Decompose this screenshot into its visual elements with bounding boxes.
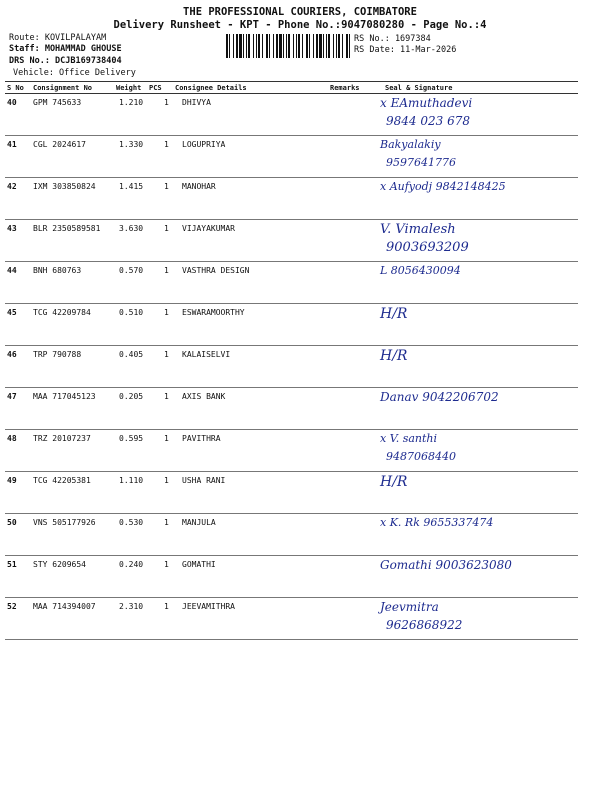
row-weight: 0.510 bbox=[119, 308, 144, 317]
row-consignee: MANOHAR bbox=[182, 182, 216, 191]
row-pcs: 1 bbox=[164, 182, 169, 191]
row-weight: 3.630 bbox=[119, 224, 144, 233]
row-consignment: BLR 2350589581 bbox=[33, 224, 101, 233]
row-divider bbox=[5, 597, 578, 598]
row-pcs: 1 bbox=[164, 560, 169, 569]
row-sno: 48 bbox=[7, 434, 17, 443]
row-consignee: MANJULA bbox=[182, 518, 216, 527]
col-pcs: PCS bbox=[149, 84, 162, 92]
row-consignment: IXM 303850824 bbox=[33, 182, 96, 191]
barcode-bar bbox=[293, 34, 294, 58]
barcode-bar bbox=[346, 34, 348, 58]
rs-date: RS Date: 11-Mar-2026 bbox=[354, 45, 457, 55]
row-consignee: KALAISELVI bbox=[182, 350, 231, 359]
row-weight: 0.595 bbox=[119, 434, 144, 443]
row-divider bbox=[5, 387, 578, 388]
row-pcs: 1 bbox=[164, 224, 169, 233]
barcode-bar bbox=[309, 34, 310, 58]
barcode-bar bbox=[288, 34, 290, 58]
row-weight: 0.570 bbox=[119, 266, 144, 275]
row-pcs: 1 bbox=[164, 602, 169, 611]
row-consignment: STY 6209654 bbox=[33, 560, 86, 569]
signature-line-1: Danav 9042206702 bbox=[380, 390, 499, 404]
barcode-bar bbox=[279, 34, 282, 58]
signature-line-2: 9597641776 bbox=[386, 156, 456, 169]
row-consignee: JEEVAMITHRA bbox=[182, 602, 235, 611]
row-weight: 0.240 bbox=[119, 560, 144, 569]
row-weight: 1.415 bbox=[119, 182, 144, 191]
col-weight: Weight bbox=[116, 84, 142, 92]
signature-line-1: x V. santhi bbox=[380, 432, 438, 445]
signature-line-1: H/R bbox=[380, 306, 408, 322]
row-pcs: 1 bbox=[164, 392, 169, 401]
rs-number: RS No.: 1697384 bbox=[354, 34, 431, 44]
row-weight: 0.530 bbox=[119, 518, 144, 527]
col-consignee: Consignee Details bbox=[175, 84, 247, 92]
signature-line-2: 9626868922 bbox=[386, 618, 463, 632]
row-weight: 1.110 bbox=[119, 476, 144, 485]
signature-line-1: H/R bbox=[380, 348, 408, 364]
barcode-bar bbox=[266, 34, 268, 58]
row-divider bbox=[5, 219, 578, 220]
barcode-bar bbox=[296, 34, 297, 58]
row-pcs: 1 bbox=[164, 98, 169, 107]
barcode-bar bbox=[269, 34, 270, 58]
vehicle-label: Vehicle: Office Delivery bbox=[13, 68, 136, 78]
barcode-bar bbox=[273, 34, 274, 58]
row-divider bbox=[5, 177, 578, 178]
row-sno: 51 bbox=[7, 560, 17, 569]
signature-line-1: Bakyalakiy bbox=[380, 138, 441, 151]
row-weight: 1.330 bbox=[119, 140, 144, 149]
signature-line-2: 9487068440 bbox=[386, 450, 456, 463]
col-consignment: Consignment No bbox=[33, 84, 93, 92]
row-pcs: 1 bbox=[164, 476, 169, 485]
row-consignee: ESWARAMOORTHY bbox=[182, 308, 245, 317]
row-weight: 1.210 bbox=[119, 98, 144, 107]
barcode-bar bbox=[239, 34, 242, 58]
row-sno: 43 bbox=[7, 224, 17, 233]
row-sno: 46 bbox=[7, 350, 17, 359]
signature-line-2: 9003693209 bbox=[386, 240, 469, 255]
barcode-bar bbox=[328, 34, 330, 58]
row-consignee: PAVITHRA bbox=[182, 434, 221, 443]
header-bottom-rule bbox=[5, 93, 578, 94]
row-consignment: TRP 790788 bbox=[33, 350, 82, 359]
barcode-bar bbox=[276, 34, 278, 58]
signature-line-1: L 8056430094 bbox=[380, 264, 461, 277]
staff-label: Staff: MOHAMMAD GHOUSE bbox=[9, 44, 122, 54]
row-consignee: DHIVYA bbox=[182, 98, 211, 107]
barcode-bar bbox=[326, 34, 327, 58]
row-consignee: VASTHRA DESIGN bbox=[182, 266, 250, 275]
row-consignee: GOMATHI bbox=[182, 560, 216, 569]
company-title: THE PROFESSIONAL COURIERS, COIMBATORE bbox=[183, 6, 417, 18]
barcode-bar bbox=[253, 34, 254, 58]
barcode-bar bbox=[298, 34, 300, 58]
row-divider bbox=[5, 345, 578, 346]
col-remarks: Remarks bbox=[330, 84, 360, 92]
row-consignee: LOGUPRIYA bbox=[182, 140, 226, 149]
barcode-bar bbox=[233, 34, 234, 58]
barcode-bar bbox=[256, 34, 257, 58]
barcode-bar bbox=[229, 34, 230, 58]
row-divider bbox=[5, 513, 578, 514]
col-seal: Seal & Signature bbox=[385, 84, 453, 92]
drs-number: DRS No.: DCJB169738404 bbox=[9, 56, 122, 66]
row-pcs: 1 bbox=[164, 308, 169, 317]
row-sno: 40 bbox=[7, 98, 17, 107]
signature-line-1: x Aufyodj 9842148425 bbox=[380, 180, 506, 193]
row-sno: 47 bbox=[7, 392, 17, 401]
barcode-bar bbox=[338, 34, 340, 58]
barcode-bar bbox=[262, 34, 263, 58]
signature-line-2: 9844 023 678 bbox=[386, 114, 470, 128]
row-pcs: 1 bbox=[164, 266, 169, 275]
row-consignment: MAA 717045123 bbox=[33, 392, 96, 401]
row-consignment: GPM 745633 bbox=[33, 98, 82, 107]
col-sno: S No bbox=[7, 84, 24, 92]
row-pcs: 1 bbox=[164, 434, 169, 443]
row-divider bbox=[5, 639, 578, 640]
row-weight: 0.205 bbox=[119, 392, 144, 401]
row-divider bbox=[5, 555, 578, 556]
route-label: Route: KOVILPALAYAM bbox=[9, 33, 107, 43]
barcode bbox=[226, 34, 350, 58]
barcode-bar bbox=[286, 34, 287, 58]
barcode-bar bbox=[349, 34, 350, 58]
row-consignee: USHA RANI bbox=[182, 476, 226, 485]
signature-line-1: H/R bbox=[380, 474, 408, 490]
header-top-rule bbox=[5, 81, 578, 82]
row-weight: 2.310 bbox=[119, 602, 144, 611]
row-sno: 44 bbox=[7, 266, 17, 275]
barcode-bar bbox=[236, 34, 238, 58]
row-consignment: VNS 505177926 bbox=[33, 518, 96, 527]
row-consignment: MAA 714394007 bbox=[33, 602, 96, 611]
row-divider bbox=[5, 429, 578, 430]
signature-line-1: Jeevmitra bbox=[380, 600, 439, 614]
barcode-bar bbox=[258, 34, 260, 58]
row-consignment: TRZ 20107237 bbox=[33, 434, 91, 443]
row-consignment: BNH 680763 bbox=[33, 266, 82, 275]
row-weight: 0.405 bbox=[119, 350, 144, 359]
barcode-bar bbox=[336, 34, 337, 58]
barcode-bar bbox=[246, 34, 247, 58]
barcode-bar bbox=[302, 34, 303, 58]
barcode-bar bbox=[333, 34, 334, 58]
row-sno: 42 bbox=[7, 182, 17, 191]
barcode-bar bbox=[342, 34, 343, 58]
row-consignee: AXIS BANK bbox=[182, 392, 226, 401]
barcode-bar bbox=[306, 34, 308, 58]
barcode-bar bbox=[248, 34, 250, 58]
row-pcs: 1 bbox=[164, 350, 169, 359]
signature-line-1: V. Vimalesh bbox=[380, 222, 456, 237]
barcode-bar bbox=[323, 34, 324, 58]
barcode-bar bbox=[313, 34, 314, 58]
runsheet-subtitle: Delivery Runsheet - KPT - Phone No.:9047080280 - Page No.:4 bbox=[113, 19, 487, 31]
signature-line-1: x EAmuthadevi bbox=[380, 96, 473, 110]
row-divider bbox=[5, 261, 578, 262]
row-pcs: 1 bbox=[164, 518, 169, 527]
row-consignment: TCG 42209784 bbox=[33, 308, 91, 317]
barcode-bar bbox=[243, 34, 244, 58]
row-sno: 41 bbox=[7, 140, 17, 149]
barcode-bar bbox=[226, 34, 228, 58]
row-sno: 50 bbox=[7, 518, 17, 527]
row-divider bbox=[5, 135, 578, 136]
row-consignment: CGL 2024617 bbox=[33, 140, 86, 149]
row-sno: 52 bbox=[7, 602, 17, 611]
row-pcs: 1 bbox=[164, 140, 169, 149]
row-consignment: TCG 42205381 bbox=[33, 476, 91, 485]
row-sno: 45 bbox=[7, 308, 17, 317]
barcode-bar bbox=[319, 34, 322, 58]
barcode-bar bbox=[316, 34, 318, 58]
row-consignee: VIJAYAKUMAR bbox=[182, 224, 235, 233]
row-divider bbox=[5, 303, 578, 304]
row-divider bbox=[5, 471, 578, 472]
barcode-bar bbox=[283, 34, 284, 58]
signature-line-1: x K. Rk 9655337474 bbox=[380, 516, 494, 529]
signature-line-1: Gomathi 9003623080 bbox=[380, 558, 512, 572]
row-sno: 49 bbox=[7, 476, 17, 485]
